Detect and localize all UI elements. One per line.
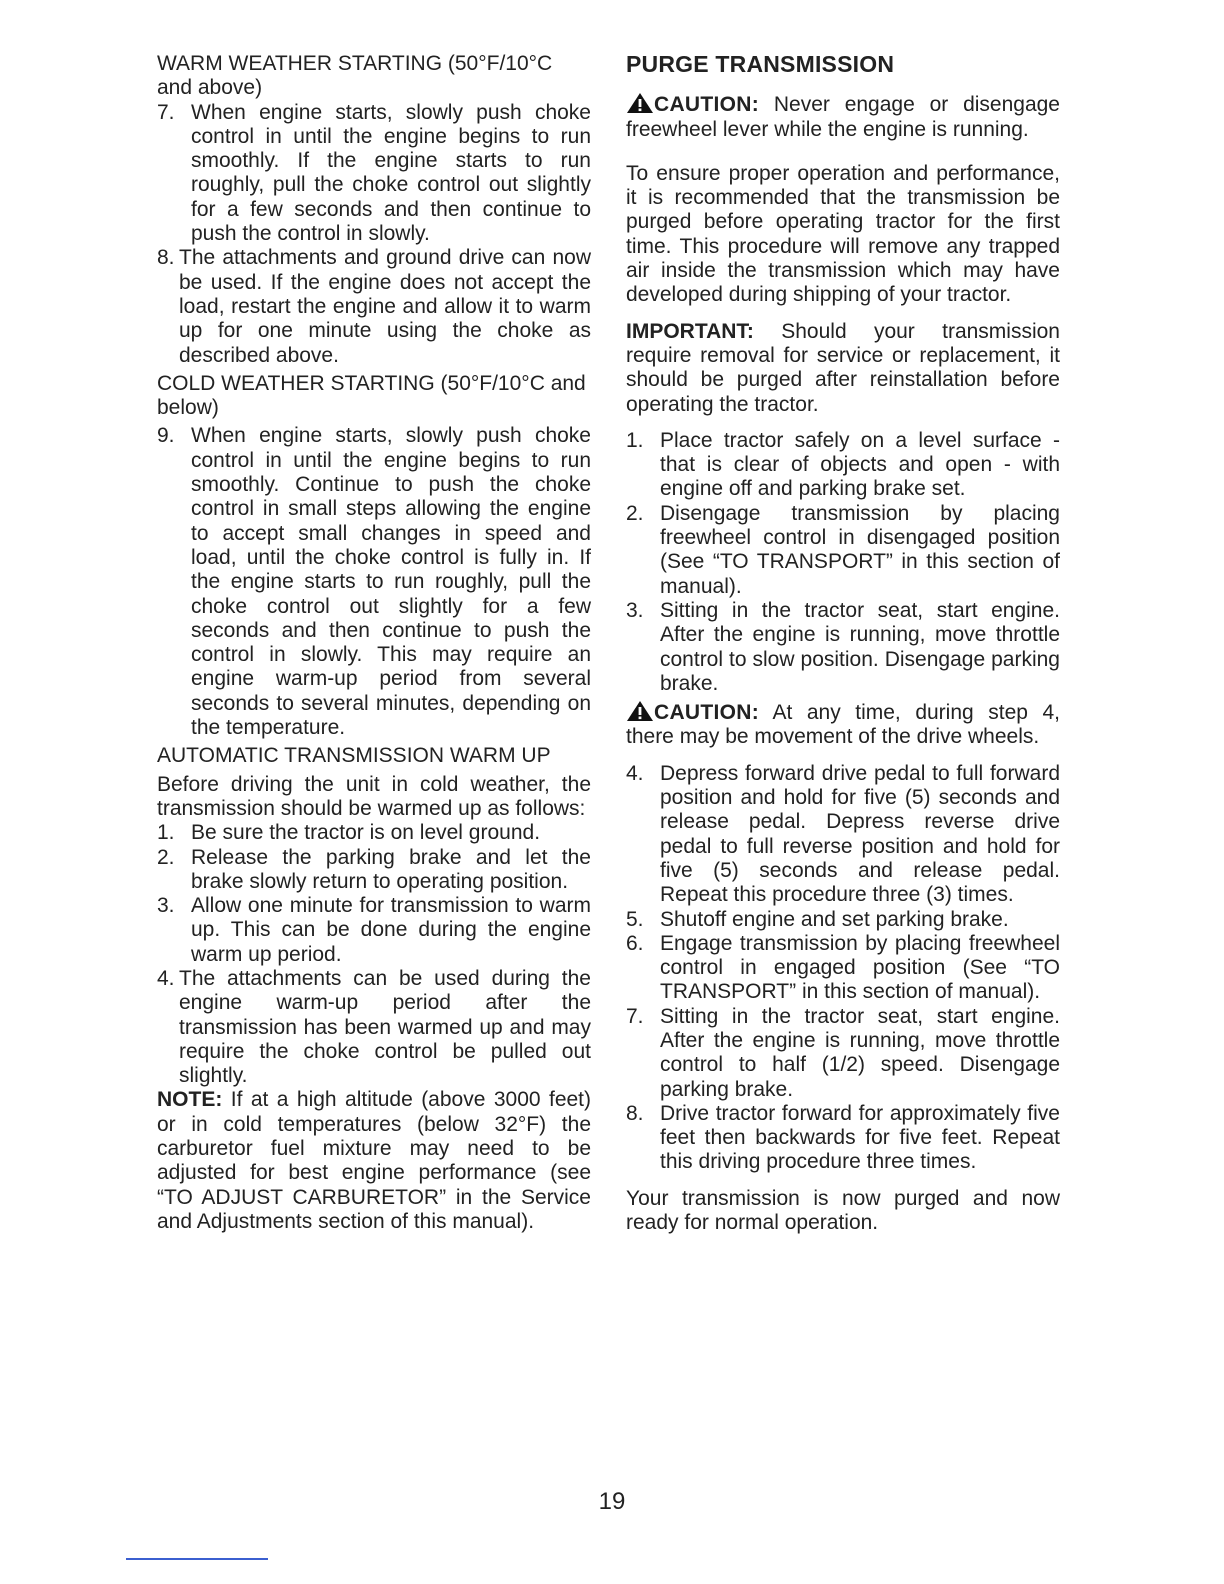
page-title: PURGE TRANSMISSION <box>626 51 895 77</box>
warm-steps-list <box>157 101 591 368</box>
list-item: 6. Engage transmission by placing freewheel control in engaged position (See “TO TRANSPORT” in this section of manual). <box>626 931 1060 1004</box>
caution-text: Never engage or disengage freewheel lever while the engine is running. <box>626 93 1060 141</box>
warning-triangle-icon <box>626 92 654 114</box>
list-item: 4. Depress forward drive pedal to full forward position and hold for five (5) seconds and release pedal. Depress reverse drive pedal to full reverse position and hold for five (5) seconds and release pedal. Repeat this procedure three (3) times. <box>626 761 1060 907</box>
bottom-divider <box>126 1558 268 1560</box>
auto-steps-list <box>157 821 591 1088</box>
auto-transmission-heading: AUTOMATIC TRANSMISSION WARM UP <box>157 744 551 768</box>
list-item: 7. Sitting in the tractor seat, start engine. After the engine is running, move throttle control to half (1/2) speed. Disengage parking brake. <box>626 1004 1060 1101</box>
list-item: 1. Be sure the tractor is on level ground. <box>157 821 541 845</box>
warning-triangle-icon <box>626 700 654 722</box>
cold-steps-list <box>157 424 591 740</box>
cold-weather-heading: COLD WEATHER STARTING (50°F/10°C and below) <box>157 371 586 420</box>
caution-paragraph <box>626 92 1060 142</box>
important-paragraph <box>626 320 1060 417</box>
list-item: 9. When engine starts, slowly push choke control in until the engine begins to run smoothly. Continue to push the choke control in small steps allowing the engine to accept small changes in speed and load, until the choke control is fully in. If the engine starts to run roughly, pull the choke control out slightly for a few seconds and then continue to push the control in slowly. This may require an engine warm-up period from several seconds to several minutes, depending on the temperature. <box>157 424 591 740</box>
list-item: 3. Sitting in the tractor seat, start engine. After the engine is running, move throttle control to slow position. Disengage parking brake. <box>626 598 1060 695</box>
note-text: If at a high altitude (above 3000 feet) or in cold temperatures (below 32°F) the carburetor fuel mixture may need to be adjusted for best engine performance (see “TO ADJUST CARBURETOR” in the Service and Adjustments section of this manual). <box>157 1088 591 1233</box>
note-label: NOTE: <box>157 1088 223 1112</box>
list-item: 2. Disengage transmission by placing freewheel control in disengaged position (See “TO TRANSPORT” in this section of manual). <box>626 501 1060 598</box>
list-item: 7. When engine starts, slowly push choke control in until the engine begins to run smoothly. If the engine starts to run roughly, pull the choke control out slightly for a few seconds and then continue to push the control in slowly. <box>157 100 591 246</box>
list-item: 8. The attachments and ground drive can now be used. If the engine does not accept the load, restart the engine and allow it to warm up for one minute using the choke as described above. <box>157 246 591 367</box>
auto-transmission-intro: Before driving the unit in cold weather, the transmission should be warmed up as follows: <box>157 772 591 820</box>
right-column <box>626 52 1060 1235</box>
list-item: 5. Shutoff engine and set parking brake. <box>626 907 1009 931</box>
purge-steps-list-b <box>626 762 1060 1175</box>
page-number: 19 <box>598 1488 626 1515</box>
caution-label: CAUTION: <box>654 93 760 117</box>
caution-text: At any time, during step 4, there may be movement of the drive wheels. <box>626 701 1060 749</box>
list-item: 1. Place tractor safely on a level surface - that is clear of objects and open - with engine off and parking brake set. <box>626 428 1060 501</box>
note-paragraph <box>157 1088 591 1234</box>
caution-label: CAUTION: <box>654 701 760 725</box>
list-item: 4. The attachments can be used during the engine warm-up period after the transmission has been warmed up and may require the choke control be pulled out slightly. <box>157 966 591 1088</box>
list-item: 2. Release the parking brake and let the brake slowly return to operating position. <box>157 845 591 893</box>
important-text: Should your transmission require removal for service or replacement, it should be purged after reinstallation before operating the tractor. <box>626 319 1060 416</box>
warm-weather-heading: WARM WEATHER STARTING (50°F/10°C and above) <box>157 52 553 100</box>
purge-steps-list-a <box>626 429 1060 696</box>
important-label: IMPORTANT: <box>626 319 754 343</box>
list-item: 3. Allow one minute for transmission to warm up. This can be done during the engine warm up period. <box>157 894 591 966</box>
closing-paragraph: Your transmission is now purged and now ready for normal operation. <box>626 1186 1060 1235</box>
left-column <box>157 52 591 1234</box>
list-item: 8. Drive tractor forward for approximately five feet then backwards for five feet. Repeat this driving procedure three times. <box>626 1101 1060 1174</box>
caution-paragraph <box>626 700 1060 750</box>
purge-intro: To ensure proper operation and performance, it is recommended that the transmission be purged before operating tractor for the first time. This procedure will remove any trapped air inside the transmission which may have developed during shipping of your tractor. <box>626 161 1060 307</box>
